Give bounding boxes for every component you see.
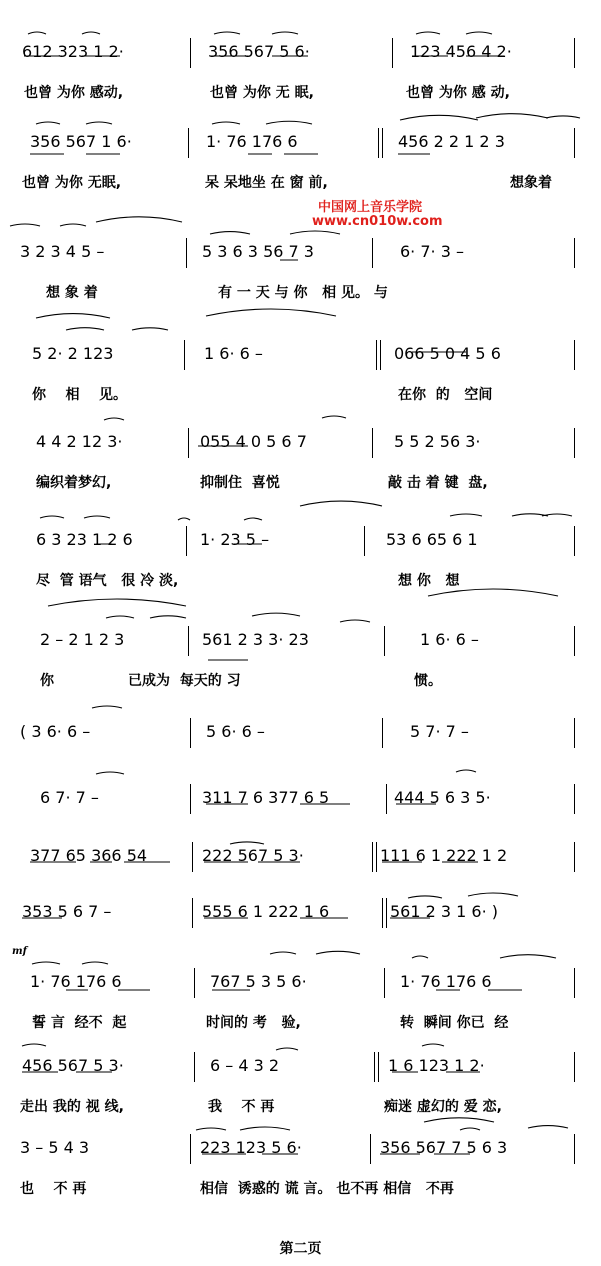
barline (574, 718, 575, 748)
barline (186, 526, 187, 556)
measure-notes: 2 – 2 1 2 3 (40, 630, 125, 649)
slur-arc (500, 955, 556, 958)
barline (190, 1134, 191, 1164)
lyric-text: 我 不 再 (208, 1099, 275, 1115)
lyric-text: 有 一 天 与 你 相 见。 与 (218, 285, 388, 301)
measure-notes: 3 – 5 4 3 (20, 1138, 90, 1157)
lyrics-row (0, 1098, 601, 1122)
lyric-text: 想 你 想 (398, 573, 460, 589)
slur-arc (82, 32, 100, 34)
measure-notes: 444 5 6 3 5· (394, 788, 491, 807)
slur-arc (512, 514, 548, 516)
barline (392, 38, 393, 68)
slur-arc (244, 518, 262, 520)
measure-notes: 6· 7· 3 – (400, 242, 464, 261)
lyrics-row (0, 1014, 601, 1038)
measure-notes: 353 5 6 7 – (22, 902, 112, 921)
slur-arc (22, 1044, 46, 1046)
slur-arc (316, 951, 360, 954)
measure-notes: 123 456 4 2· (410, 42, 512, 61)
notation-row (0, 718, 601, 748)
barline (364, 526, 365, 556)
notation-row (0, 38, 601, 68)
lyrics-row (0, 84, 601, 108)
slur-arc (178, 518, 190, 520)
slur-arc (212, 122, 240, 124)
slur-arc (214, 32, 240, 34)
barline (574, 842, 575, 872)
notation-row (0, 526, 601, 556)
barline (376, 842, 377, 872)
lyric-text: 走出 我的 视 线, (20, 1099, 124, 1115)
slur-arc (240, 1127, 290, 1130)
measure-notes: 377 65 366 54 (30, 846, 148, 865)
slur-arc (106, 616, 134, 618)
measure-notes: 6 – 4 3 2 (210, 1056, 280, 1075)
measure-notes: 5 3 6 3 56 7 3 (202, 242, 314, 261)
measure-notes: 5 7· 7 – (410, 722, 469, 741)
measure-notes: 356 567 7 5 6 3 (380, 1138, 508, 1157)
slur-arc (210, 232, 250, 234)
slur-arc (86, 122, 112, 124)
measure-notes: 1 6· 6 – (420, 630, 479, 649)
barline (370, 1134, 371, 1164)
measure-notes: 612 323 1 2· (22, 42, 124, 61)
slur-arc (322, 416, 346, 418)
barline (574, 1134, 575, 1164)
measure-notes: 5 2· 2 123 (32, 344, 114, 363)
notation-row (0, 1134, 601, 1164)
measure-notes: 111 6 1 222 1 2 (380, 846, 508, 865)
barline (380, 340, 381, 370)
slur-arc (400, 115, 478, 120)
measure-notes: 055 4 0 5 6 7 (200, 432, 307, 451)
barline (378, 1052, 379, 1082)
slur-arc (132, 328, 168, 330)
measure-notes: 456 2 2 1 2 3 (398, 132, 505, 151)
barline (184, 340, 185, 370)
slur-arc (466, 32, 492, 34)
slur-arc (82, 962, 108, 964)
barline (386, 898, 387, 928)
slur-arc (456, 770, 476, 772)
slur-arc (546, 116, 580, 118)
lyrics-row (0, 1180, 601, 1204)
measure-notes: 456 567 5 3· (22, 1056, 124, 1075)
barline (574, 968, 575, 998)
lyric-text: 也曾 为你 感 动, (406, 85, 510, 101)
slur-arc (92, 706, 122, 708)
lyric-text: 也曾 为你 无 眠, (210, 85, 314, 101)
slur-arc (450, 514, 482, 516)
measure-notes: 767 5 3 5 6· (210, 972, 307, 991)
barline (376, 340, 377, 370)
measure-notes: 1· 23 5 – (200, 530, 270, 549)
barline (382, 128, 383, 158)
barline (194, 968, 195, 998)
barline (374, 1052, 375, 1082)
barline (574, 38, 575, 68)
slur-arc (104, 418, 124, 420)
notation-row (0, 128, 601, 158)
lyrics-row (0, 474, 601, 498)
slur-arc (422, 1044, 444, 1046)
barline (384, 626, 385, 656)
lyric-text: 敲 击 着 键 盘, (388, 475, 488, 491)
page-footer: 第二页 (279, 1241, 322, 1257)
measure-notes: 5 5 2 56 3· (394, 432, 481, 451)
slur-arc (412, 956, 428, 958)
slur-arc (266, 121, 312, 124)
measure-notes: 1· 76 176 6 (206, 132, 298, 151)
slur-arc (476, 114, 548, 118)
lyric-text: 已成为 每天的 习 (128, 673, 241, 689)
barline (574, 526, 575, 556)
barline (186, 238, 187, 268)
slur-arc (60, 224, 86, 226)
slur-arc (84, 516, 110, 518)
slur-arc (206, 309, 336, 316)
barline (188, 626, 189, 656)
measure-notes: 3 2 3 4 5 – (20, 242, 105, 261)
measure-notes: 53 6 65 6 1 (386, 530, 478, 549)
slur-arc (528, 1126, 568, 1128)
barline (190, 718, 191, 748)
lyric-text: 呆 呆地坐 在 窗 前, (205, 175, 328, 191)
slur-arc (252, 613, 300, 616)
slur-arc (340, 620, 370, 622)
slur-arc (290, 231, 340, 234)
lyric-text: 想象着 (510, 175, 552, 191)
slur-arc (270, 952, 296, 954)
barline (574, 238, 575, 268)
slur-arc (36, 122, 60, 124)
measure-notes: 222 567 5 3· (202, 846, 304, 865)
barline (378, 128, 379, 158)
slur-arc (300, 501, 382, 506)
measure-notes: 6 7· 7 – (40, 788, 99, 807)
lyric-text: 在你 的 空间 (398, 387, 493, 403)
lyric-text: 痴迷 虚幻的 爱 恋, (384, 1099, 502, 1115)
measure-notes: 561 2 3 3· 23 (202, 630, 309, 649)
notation-row (0, 898, 601, 928)
barline (372, 238, 373, 268)
measure-notes: 311 7 6 377 6 5 (202, 788, 330, 807)
barline (574, 1052, 575, 1082)
barline (574, 784, 575, 814)
measure-notes: 066 5 0 4 5 6 (394, 344, 501, 363)
measure-notes: 223 123 5 6· (200, 1138, 302, 1157)
barline (188, 128, 189, 158)
lyric-text: 你 相 见。 (32, 387, 127, 403)
slur-arc (468, 893, 518, 896)
lyric-text: 惯。 (414, 673, 442, 689)
notation-row (0, 626, 601, 656)
lyric-text: 你 (40, 673, 54, 689)
slur-arc (96, 772, 124, 774)
barline (372, 428, 373, 458)
slur-arc (196, 1128, 226, 1130)
measure-notes: 561 2 3 1 6· ) (390, 902, 499, 921)
measure-notes: 1· 76 176 6 (400, 972, 492, 991)
measure-notes: 1 6 123 1 2· (388, 1056, 485, 1075)
lyric-text: 编织着梦幻, (36, 475, 112, 491)
slur-arc (150, 616, 186, 618)
lyrics-row (0, 174, 601, 198)
notation-row (0, 428, 601, 458)
lyric-text: 誓 言 经不 起 (32, 1015, 127, 1031)
barline (190, 38, 191, 68)
measure-notes: 555 6 1 222 1 6 (202, 902, 330, 921)
lyrics-row (0, 386, 601, 410)
slur-arc (416, 32, 440, 34)
barline (382, 898, 383, 928)
lyric-text: 尽 管 语气 很 冷 淡, (36, 573, 179, 589)
slur-arc (28, 32, 46, 34)
notation-row (0, 1052, 601, 1082)
dynamic-marking: mf (12, 946, 27, 957)
notation-row (0, 238, 601, 268)
measure-notes: 1· 76 176 6 (30, 972, 122, 991)
slur-arc (460, 1128, 480, 1130)
slur-arc (10, 224, 40, 226)
measure-notes: 356 567 5 6· (208, 42, 310, 61)
notation-row (0, 340, 601, 370)
lyric-text: 也曾 为你 无眠, (22, 175, 122, 191)
lyric-text: 想 象 着 (46, 285, 98, 301)
barline (574, 428, 575, 458)
barline (188, 428, 189, 458)
measure-notes: 6 3 23 1 2 6 (36, 530, 133, 549)
lyric-text: 相信 诱惑的 谎 言。 也不再 相信 不再 (200, 1181, 454, 1197)
slur-arc (542, 514, 572, 516)
notation-row (0, 784, 601, 814)
barline (190, 784, 191, 814)
barline (382, 718, 383, 748)
lyrics-row (0, 284, 601, 308)
watermark-line1: 中国网上音乐学院 (318, 200, 423, 215)
slur-arc (40, 516, 64, 518)
lyric-text: 也曾 为你 感动, (24, 85, 124, 101)
measure-notes: 5 6· 6 – (206, 722, 265, 741)
barline (192, 842, 193, 872)
lyric-text: 抑制住 喜悦 (200, 475, 280, 491)
barline (372, 842, 373, 872)
slur-arc (48, 599, 186, 606)
slur-arc (276, 1048, 298, 1050)
barline (384, 968, 385, 998)
lyric-text: 时间的 考 验, (206, 1015, 301, 1031)
slur-arc (32, 962, 60, 964)
barline (574, 128, 575, 158)
barline (194, 1052, 195, 1082)
slur-arc (36, 314, 110, 318)
lyric-text: 也 不 再 (20, 1181, 87, 1197)
slur-arc (96, 217, 182, 222)
lyrics-row (0, 572, 601, 596)
barline (386, 784, 387, 814)
barline (574, 626, 575, 656)
slur-arc (66, 328, 104, 330)
lyrics-row (0, 672, 601, 696)
watermark-line2: www.cn010w.com (312, 214, 443, 229)
notation-row (0, 968, 601, 998)
barline (192, 898, 193, 928)
measure-notes: 356 567 1 6· (30, 132, 132, 151)
slur-arc (272, 32, 298, 34)
notation-row (0, 842, 601, 872)
barline (574, 340, 575, 370)
measure-notes: 4 4 2 12 3· (36, 432, 123, 451)
lyric-text: 转 瞬间 你已 经 (400, 1015, 509, 1031)
measure-notes: ( 3 6· 6 – (20, 722, 91, 741)
measure-notes: 1 6· 6 – (204, 344, 263, 363)
